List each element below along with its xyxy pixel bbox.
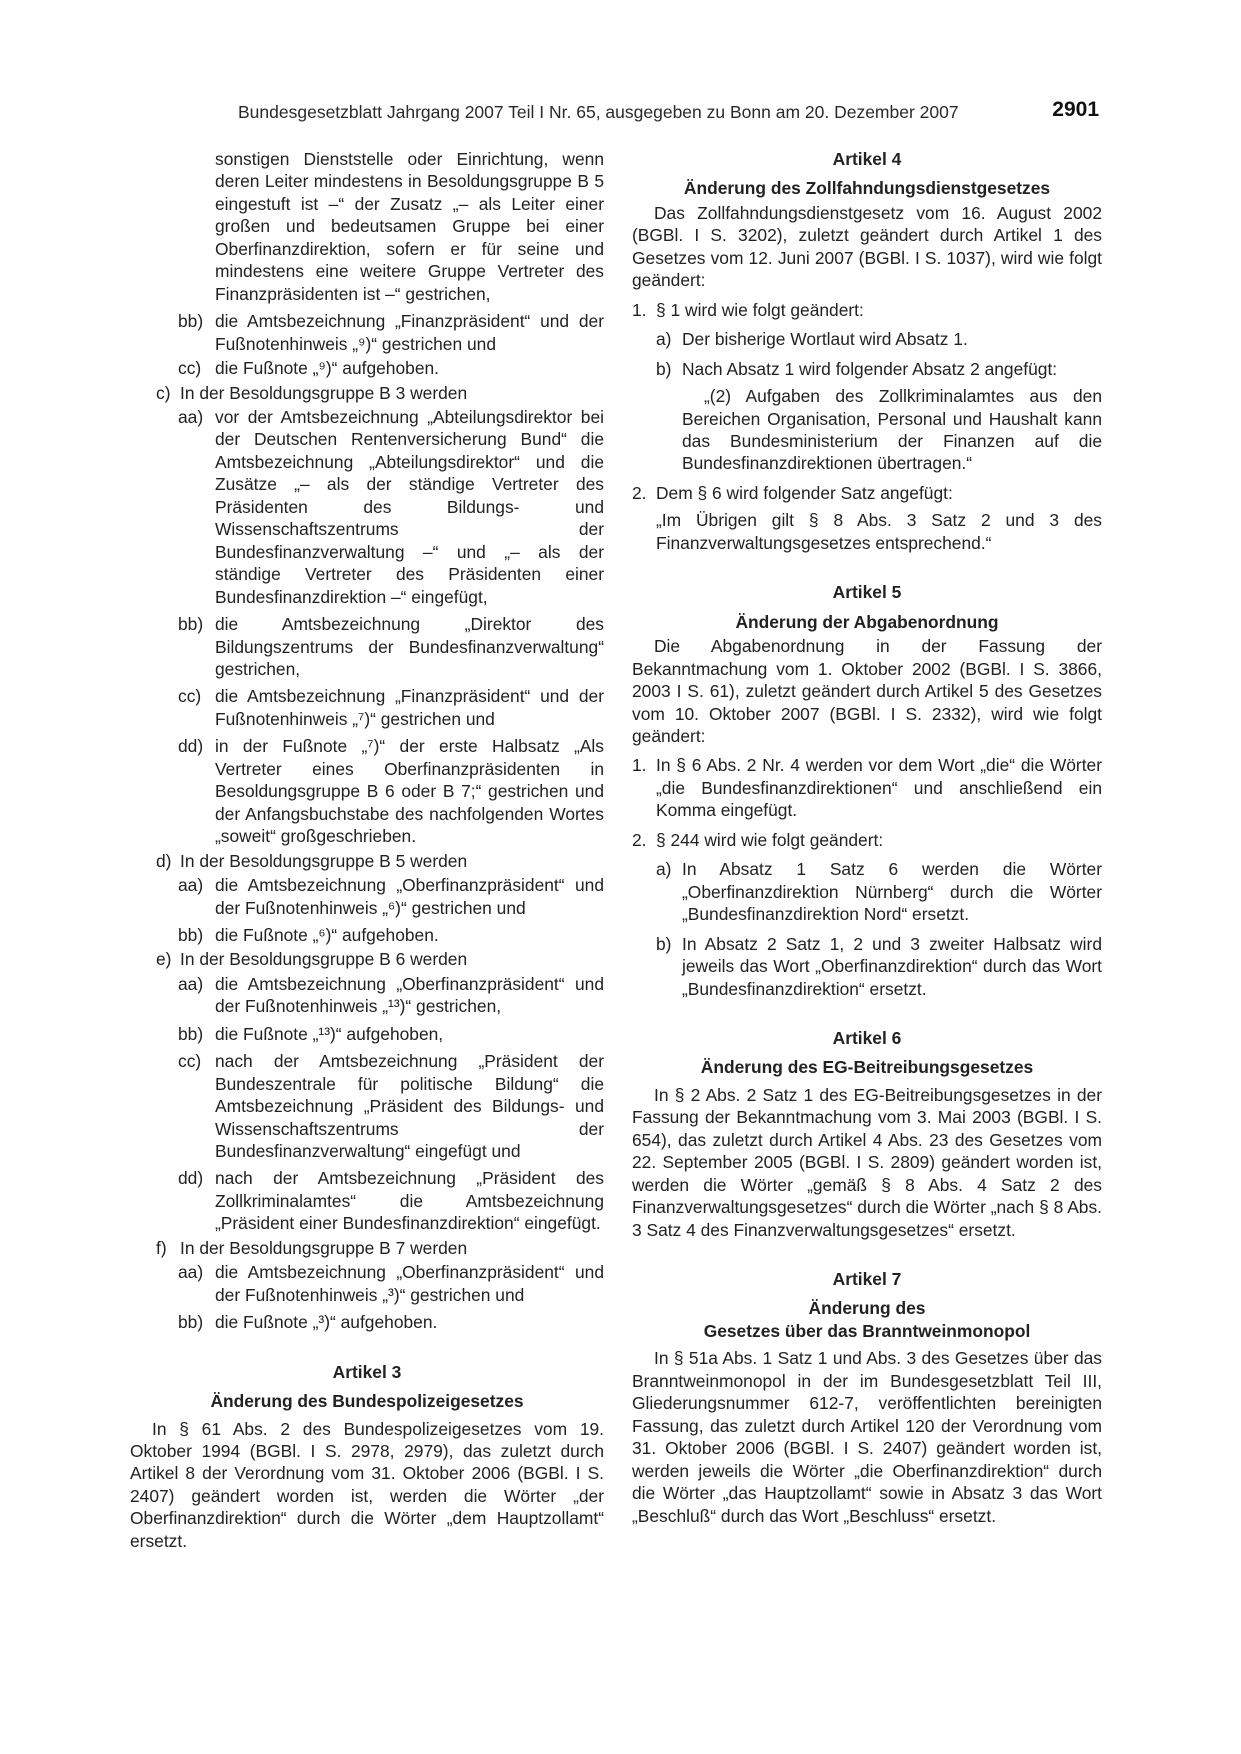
- list-text: die Amtsbezeichnung „Oberfinanzpräsident“ und der Fußnotenhinweis „¹³)“ gestrichen,: [215, 973, 604, 1017]
- list-label: dd): [178, 1168, 204, 1189]
- list-text: In § 6 Abs. 2 Nr. 4 werden vor dem Wort „die“ die Wörter „die Bundesfinanzdirektionen“ und anschließend ein Komma eingefügt.: [656, 755, 1102, 821]
- list-text: die Fußnote „³)“ aufgehoben.: [215, 1312, 438, 1333]
- running-header: [0, 100, 1241, 128]
- right-column: [632, 148, 1102, 1527]
- page-number: 2901: [1052, 98, 1099, 121]
- list-label: cc): [178, 1051, 202, 1072]
- list-label: cc): [178, 686, 202, 707]
- list-label: bb): [178, 1312, 204, 1333]
- article-7-title-line-1: Änderung des: [808, 1298, 926, 1319]
- list-label: bb): [178, 1023, 204, 1044]
- list-text: In Absatz 1 Satz 6 werden die Wörter „Oberfinanzdirektion Nürnberg“ durch die Wörter „Bundesfinanzdirektion Nord“ ersetzt.: [682, 859, 1102, 925]
- list-label: a): [656, 859, 672, 880]
- list-item-d-bb: [130, 924, 604, 946]
- list-label: bb): [178, 614, 204, 635]
- list-label: 1.: [632, 755, 647, 776]
- article-4-quote-2: [632, 509, 1102, 554]
- list-item-f: [130, 1237, 604, 1259]
- list-text: vor der Amtsbezeichnung „Abteilungsdirektor bei der Deutschen Rentenversicherung Bund“ die Amtsbezeichnung „Abteilungsdirektor“ und die Zusätze „– als der ständige Vertreter des Präsidenten des Bildungs- und Wissenschaftszentrums der Bundesfinanzverwaltung –“ und „– als der ständige Vertreter des Präsidenten einer Bundesfinanzdirektion –“ eingefügt,: [215, 406, 604, 607]
- list-label: aa): [178, 973, 204, 994]
- list-text: die Fußnote „⁶)“ aufgehoben.: [215, 924, 439, 945]
- list-text: Nach Absatz 1 wird folgender Absatz 2 angefügt:: [682, 358, 1058, 379]
- list-label: aa): [178, 406, 204, 427]
- article-5-item-2a: [632, 858, 1102, 925]
- list-text: In Absatz 2 Satz 1, 2 und 3 zweiter Halbsatz wird jeweils das Wort „Oberfinanzdirektion“ durch das Wort „Bundesfinanzdirektion“ ersetzt.: [682, 933, 1102, 999]
- article-4-quote-1: [632, 385, 1102, 475]
- list-item-e-cc: [130, 1050, 604, 1162]
- list-item-f-bb: [130, 1311, 604, 1333]
- article-3-body: In § 61 Abs. 2 des Bundespolizeigesetzes vom 19. Oktober 1994 (BGBl. I S. 2978, 2979), das zuletzt durch Artikel 8 der Verordnung vom 31. Oktober 2006 (BGBl. I S. 2407) geändert worden ist, werden die Wörter „der Oberfinanzdirektion“ durch die Wörter „dem Hauptzollamt“ ersetzt.: [130, 1418, 604, 1551]
- list-text: die Amtsbezeichnung „Finanzpräsident“ und der Fußnotenhinweis „⁷)“ gestrichen und: [215, 686, 604, 729]
- article-4-item-1: [632, 299, 1102, 321]
- article-4-body: Das Zollfahndungsdienstgesetz vom 16. August 2002 (BGBl. I S. 3202), zuletzt geändert durch Artikel 1 des Gesetzes vom 12. Juni 2007 (BGBl. I S. 1037), wird wie folgt geändert:: [632, 202, 1102, 291]
- list-label: dd): [178, 736, 204, 757]
- article-3-title: Änderung des Bundespolizeigesetzes: [210, 1391, 524, 1412]
- quote-text: „Im Übrigen gilt § 8 Abs. 3 Satz 2 und 3 des Finanzverwaltungsgesetzes entsprechend.“: [656, 510, 1102, 553]
- list-item-f-aa: [130, 1261, 604, 1306]
- list-text: In der Besoldungsgruppe B 6 werden: [180, 949, 468, 970]
- list-text: die Amtsbezeichnung „Oberfinanzpräsident“ und der Fußnotenhinweis „⁶)“ gestrichen und: [215, 875, 604, 918]
- list-label: f): [156, 1237, 167, 1258]
- article-5-item-1: [632, 754, 1102, 821]
- list-item-e-dd: [130, 1167, 604, 1234]
- article-6-body: In § 2 Abs. 2 Satz 1 des EG-Beitreibungsgesetzes in der Fassung der Bekanntmachung vom 3. Mai 2003 (BGBl. I S. 654), das zuletzt durch Artikel 4 Abs. 23 des Gesetzes vom 22. September 2005 (BGBl. I S. 2809) geändert worden ist, werden die Wörter „gemäß § 8 Abs. 4 Satz 2 des Finanzverwaltungsgesetzes“ durch die Wörter „nach § 8 Abs. 3 Satz 4 des Finanzverwaltungsgesetzes“ ersetzt.: [632, 1084, 1102, 1240]
- list-label: 2.: [632, 482, 647, 503]
- list-text: § 244 wird wie folgt geändert:: [656, 829, 884, 850]
- list-label: aa): [178, 1262, 204, 1283]
- header-title: Bundesgesetzblatt Jahrgang 2007 Teil I Nr. 65, ausgegeben zu Bonn am 20. Dezember 2007: [238, 102, 959, 122]
- list-label: c): [156, 382, 171, 403]
- list-item-e-bb: [130, 1023, 604, 1045]
- list-item-b-cc: [130, 357, 604, 379]
- list-item-e: [130, 948, 604, 970]
- list-text: die Amtsbezeichnung „Oberfinanzpräsident“ und der Fußnotenhinweis „³)“ gestrichen und: [215, 1262, 604, 1305]
- list-text: In der Besoldungsgruppe B 3 werden: [180, 382, 468, 403]
- left-column: [130, 148, 604, 1552]
- article-4-item-2: [632, 482, 1102, 504]
- list-item-c-bb: [130, 613, 604, 680]
- list-label: cc): [178, 358, 202, 379]
- article-7-heading: Artikel 7: [832, 1269, 902, 1290]
- article-7-title-line-2: Gesetzes über das Branntweinmonopol: [703, 1320, 1031, 1341]
- article-6-heading: Artikel 6: [832, 1027, 902, 1048]
- list-text: Dem § 6 wird folgender Satz angefügt:: [656, 482, 953, 503]
- article-4-item-1a: [632, 328, 1102, 350]
- list-text: die Amtsbezeichnung „Finanzpräsident“ und der Fußnotenhinweis „⁹)“ gestrichen und: [215, 311, 604, 354]
- list-text: In der Besoldungsgruppe B 5 werden: [180, 850, 468, 871]
- quote-text: „(2) Aufgaben des Zollkriminalamtes aus den Bereichen Organisation, Personal und Haushalt kann das Bundesministerium der Finanzen auf die Bundesfinanzdirektionen übertragen.“: [682, 386, 1102, 474]
- list-label: 1.: [632, 299, 647, 320]
- list-item-d-aa: [130, 874, 604, 919]
- list-label: d): [156, 850, 172, 871]
- list-text: in der Fußnote „⁷)“ der erste Halbsatz „Als Vertreter eines Oberfinanzpräsidenten in Besoldungsgruppe B 6 oder B 7;“ gestrichen und der Anfangsbuchstabe des nachfolgenden Wortes „soweit“ großgeschrieben.: [215, 736, 604, 847]
- article-4-title: Änderung des Zollfahndungsdienstgesetzes: [683, 178, 1051, 199]
- list-item-c-aa: [130, 406, 604, 608]
- list-label: e): [156, 949, 172, 970]
- article-6-title: Änderung des EG-Beitreibungsgesetzes: [700, 1057, 1034, 1078]
- list-label: bb): [178, 311, 204, 332]
- list-text: nach der Amtsbezeichnung „Präsident des Zollkriminalamtes“ die Amtsbezeichnung „Präsident einer Bundesfinanzdirektion“ eingefügt.: [215, 1168, 604, 1234]
- article-4-heading: Artikel 4: [832, 149, 902, 169]
- list-text: Der bisherige Wortlaut wird Absatz 1.: [682, 329, 968, 350]
- article-5-title: Änderung der Abgabenordnung: [735, 611, 999, 632]
- list-label: a): [656, 329, 672, 350]
- article-4-item-1b: [632, 358, 1102, 380]
- article-5-heading: Artikel 5: [832, 582, 902, 603]
- list-text: In der Besoldungsgruppe B 7 werden: [180, 1237, 468, 1258]
- list-label: b): [656, 933, 672, 954]
- list-text: die Amtsbezeichnung „Direktor des Bildungszentrums der Bundesfinanzverwaltung“ gestrichen,: [215, 614, 604, 679]
- article-5-item-2: [632, 829, 1102, 851]
- list-item-d: [130, 850, 604, 872]
- paragraph-intro-text: sonstigen Dienststelle oder Einrichtung, wenn deren Leiter mindestens in Besoldungsgruppe B 5 eingestuft ist –“ der Zusatz „– als Leiter einer großen und bedeutsamen Gruppe bei einer Oberfinanzdirektion, sofern er für seine und mindestens eine weitere Gruppe Vertreter des Finanzpräsidenten ist –“ gestrichen,: [215, 149, 604, 304]
- article-5-body: Die Abgabenordnung in der Fassung der Bekanntmachung vom 1. Oktober 2002 (BGBl. I S. 3866, 2003 I S. 61), zuletzt geändert durch Artikel 5 des Gesetzes vom 10. Oktober 2007 (BGBl. I S. 2332), wird wie folgt geändert:: [632, 636, 1102, 746]
- paragraph-intro: [130, 148, 604, 305]
- list-item-c-cc: [130, 685, 604, 730]
- list-text: die Fußnote „¹³)“ aufgehoben,: [215, 1023, 444, 1044]
- list-label: b): [656, 358, 672, 379]
- list-label: 2.: [632, 829, 647, 850]
- list-text: § 1 wird wie folgt geändert:: [656, 299, 864, 320]
- list-item-b-bb: [130, 310, 604, 355]
- list-item-e-aa: [130, 973, 604, 1018]
- article-7-body: In § 51a Abs. 1 Satz 1 und Abs. 3 des Gesetzes über das Branntweinmonopol in der im Bundesgesetzblatt Teil III, Gliederungsnummer 612-7, veröffentlichten bereinigten Fassung, das zuletzt durch Artikel 120 der Verordnung vom 31. Oktober 2006 (BGBl. I S. 2407) geändert worden ist, werden jeweils die Wörter „die Oberfinanzdirektion“ durch die Wörter „das Hauptzollamt“ sowie in Absatz 3 das Wort „Beschluß“ durch das Wort „Beschluss“ ersetzt.: [632, 1348, 1102, 1526]
- article-3-heading: Artikel 3: [332, 1361, 402, 1382]
- list-text: nach der Amtsbezeichnung „Präsident der Bundeszentrale für politische Bildung“ die Amtsbezeichnung „Präsident des Bildungs- und Wissenschaftszentrums der Bundesfinanzverwaltung“ eingefügt und: [215, 1051, 604, 1162]
- list-text: die Fußnote „⁹)“ aufgehoben.: [215, 358, 439, 379]
- list-label: aa): [178, 875, 204, 896]
- article-5-item-2b: [632, 933, 1102, 1000]
- list-item-c-dd: [130, 735, 604, 847]
- list-label: bb): [178, 924, 204, 945]
- list-item-c: [130, 382, 604, 404]
